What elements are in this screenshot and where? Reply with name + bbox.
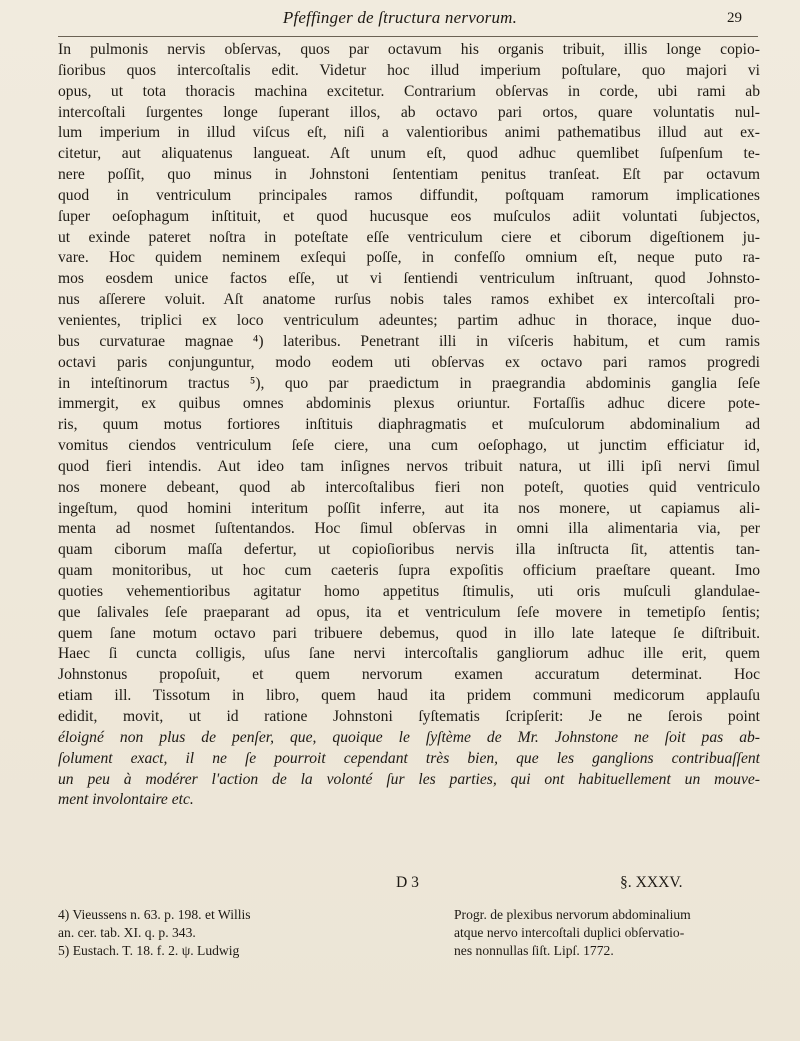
footnote-right: atque nervo intercoſtali duplici obſervatio- <box>454 925 685 940</box>
text-line: quam monitoribus, ut hoc cum caeteris ſupra expoſitis officium praeſtare queant. Imo <box>58 562 760 580</box>
footnote-left: an. cer. tab. XI. q. p. 343. <box>58 925 196 940</box>
text-line: edidit, movit, ut id ratione Johnstoni ſyſtematis ſcripſerit: Je ne ſerois point <box>58 708 760 725</box>
text-line: opus, ut tota thoracis machina excitetur. Contrarium obſervas in corde, ubi rami ab <box>58 82 760 100</box>
text-line: quod in ventriculum principales ramos diffundit, poſtquam ramorum implicationes <box>58 186 760 204</box>
text-line: que ſalivales ſeſe praeparant ad opus, ita et ventriculum ſeſe movere in temetipſo ſentis; <box>58 603 760 621</box>
footnote-row <box>58 942 760 960</box>
footnote-row <box>58 906 760 924</box>
text-line: mos eosdem unice factos eſſe, ut vi ſentiendi ventriculum inſtruant, quod Johnsto- <box>58 270 760 288</box>
footnote-right: nes nonnullas ſiſt. Lipſ. 1772. <box>454 943 614 958</box>
text-line: menta ad nosmet ſuſtentandos. Hoc ſimul obſervas in omni illa alimentaria via, per <box>58 520 760 538</box>
text-line: In pulmonis nervis obſervas, quos par octavum his organis tribuit, illis longe copio- <box>58 41 760 58</box>
text-line-french-quote: un peu à modérer l'action de la volonté ſur les parties, qui ont habituellement un mouve- <box>58 770 760 788</box>
text-line: bus curvaturae magnae ⁴) lateribus. Penetrant illi in viſceris habitum, et cum ramis <box>58 332 760 350</box>
running-title: Pfeffinger de ſtructura nervorum. <box>282 8 518 27</box>
text-line: nus aſſerere voluit. Aſt anatome rurſus nobis tales ramos exhibet ex intercoſtali pro- <box>58 291 760 309</box>
section-catchword: §. XXXV. <box>620 874 683 891</box>
footnote-row <box>58 924 760 942</box>
footnote-left: 5) Eustach. T. 18. f. 2. ψ. Ludwig <box>58 943 240 958</box>
text-line: nos monere debeant, quod ab intercoſtalibus fieri non poteſt, quoties quid ventriculo <box>58 478 760 496</box>
footnotes <box>58 906 760 960</box>
footnote-right: Progr. de plexibus nervorum abdominalium <box>454 907 691 922</box>
page-header <box>0 6 800 34</box>
text-line: quoties vehementioribus agitatur homo appetitus ſtimulis, uti oris muſculi glandulae- <box>58 582 760 600</box>
text-line: vare. Hoc quidem neminem exſequi poſſe, in confeſſo omnium eſt, neque puto ra- <box>58 249 760 267</box>
text-line: in inteſtinorum tractus ⁵), quo par praedictum in praegrandia abdominis ganglia ſeſe <box>58 374 760 392</box>
text-line: quam ciborum maſſa defertur, ut copioſioribus nervis illa inſtructa ſit, attentis tan- <box>58 541 760 559</box>
page-number: 29 <box>727 10 742 26</box>
text-line: venientes, triplici ex loco ventriculum adeuntes; partim adhuc in thorace, inque duo- <box>58 311 760 329</box>
text-line: vomitus ciendos ventriculum ſeſe ciere, una cum oeſophago, ut junctim efficiatur id, <box>58 437 760 455</box>
printer-signature: D 3 <box>396 874 419 891</box>
header-rule <box>58 36 758 37</box>
text-line-french-quote: ment involontaire etc. <box>58 791 194 809</box>
text-line: ris, quum motus fortiores inſtituis diaphragmatis et muſculorum abdominalium ad <box>58 416 760 434</box>
text-line: lum imperium in illud viſcus eſt, niſi a valentioribus animi pathematibus illud aut ex- <box>58 124 760 142</box>
text-line: quod fieri intendis. Aut ideo tam inſignes nervos tribuit natura, ut illi ipſi nervi ſimul <box>58 457 760 475</box>
text-line: Johnstonus propoſuit, et quem nervorum examen accuratum determinat. Hoc <box>58 666 760 684</box>
text-line: ſioribus quos intercoſtalis edit. Videtur hoc illud imperium poſtulare, quo majori vi <box>58 61 760 79</box>
text-line: ingeſtum, quod homini interitum poſſit inferre, aut ita nos monere, ut capiamus ali- <box>58 499 760 517</box>
text-line: ut exinde pateret noſtra in poteſtate eſſe ventriculum ciere et ciborum digeſtionem ju- <box>58 228 760 246</box>
text-line: Haec ſi cuncta colligis, uſus ſane nervi intercoſtalis gangliorum adhuc ille erit, quem <box>58 645 760 663</box>
text-line: intercoſtali ſurgentes longe ſuperant illos, ab octavo pari ortos, quare voluntatis nul- <box>58 103 760 121</box>
text-line-french-quote: ſolument exact, il ne ſe pourroit cependant très bien, que les ganglions contribuaſſent <box>58 749 760 767</box>
signature-row <box>58 874 760 898</box>
text-line: nere poſſit, quo minus in Johnstoni ſententiam penitus tranſeat. Eſt par octavum <box>58 166 760 184</box>
text-line: immergit, ex quibus omnes abdominis plexus oriuntur. Fortaſſis adhuc dicere pote- <box>58 395 760 413</box>
text-line: etiam ill. Tissotum in libro, quem haud ita pridem communi medicorum applauſu <box>58 687 760 705</box>
footnote-left: 4) Vieussens n. 63. p. 198. et Willis <box>58 907 251 922</box>
text-line: citetur, aut aliquatenus langueat. Aſt unum eſt, quod adhuc quemlibet ſuſpenſum te- <box>58 145 760 163</box>
text-line: quem ſane motum octavo pari tribuere debemus, quod in illo late lateque ſe diſtribuit. <box>58 624 760 642</box>
text-line-french-quote: éloigné non plus de penſer, que, quoique le ſyſtème de Mr. Johnstone ne ſoit pas ab- <box>58 728 760 746</box>
body-text <box>58 40 760 811</box>
text-line: ſuper oeſophagum inſtituit, et quod hucusque eos muſculos adiit voluntati ſubjectos, <box>58 207 760 225</box>
text-line: octavi paris conjunguntur, modo eodem uti obſervas ex octavo pari ramos progredi <box>58 353 760 371</box>
